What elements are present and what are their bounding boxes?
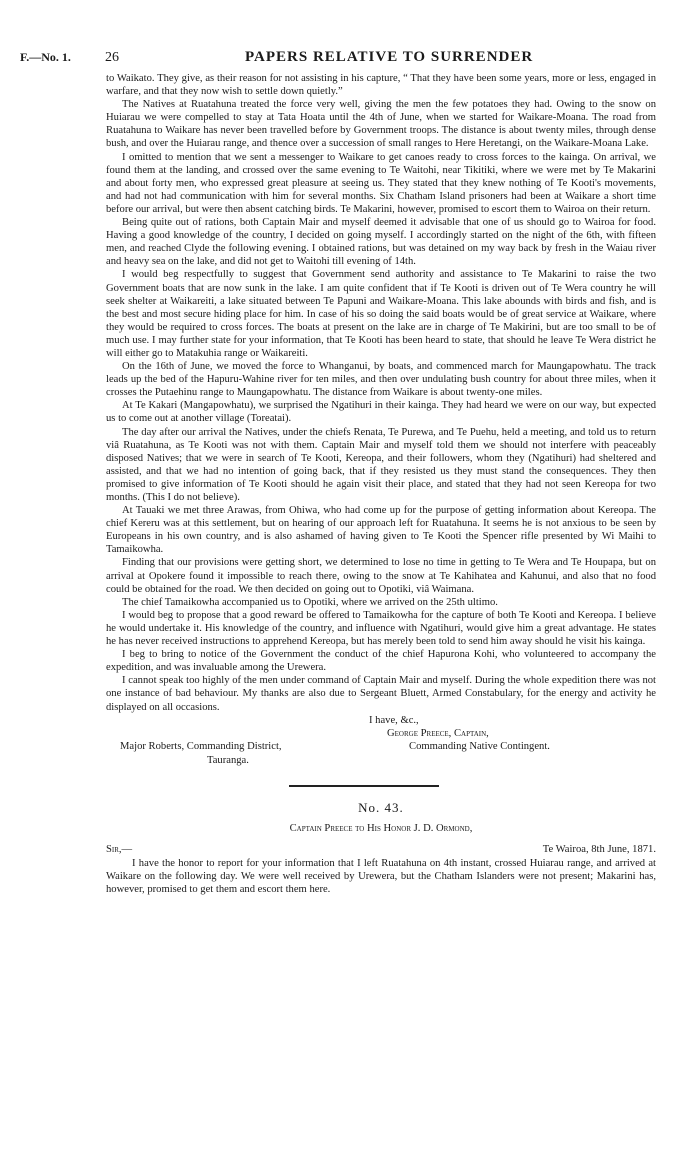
paragraph: I beg to bring to notice of the Government the conduct of the chief Hapurona Kohi, who volunteered to accompany the expedition, and was invaluable among the Urewera. bbox=[106, 649, 656, 674]
paragraph: I would beg to propose that a good reward be offered to Tamaikowha for the capture of both Te Kooti and Kereopa. I believe he would undertake it. His knowledge of the country, and influence with Ngatihuri, would give him a great advantage. He states he has never received instructions to apprehend Kereopa, but has merely been told to send him away should he visit his kainga. bbox=[106, 609, 656, 648]
addressee: Major Roberts, Commanding District, bbox=[120, 740, 282, 752]
closing: I have, &c., bbox=[369, 714, 419, 726]
salutation-line bbox=[106, 843, 656, 857]
signatory-name: George Preece, Captain, bbox=[387, 727, 489, 739]
salutation: Sir,— bbox=[106, 843, 133, 855]
paragraph: The day after our arrival the Natives, under the chiefs Renata, Te Purewa, and Te Puehu, held a meeting, and told us to return viâ Ruatahuna, as Te Kooti was not with them. Captain Mair and myself told them we should not interfere with peaceably disposed Natives; that we were in search of Te Kooti, Kereopa, and their followers, whom they (Ngatihuri) had sheltered and assisted, and that we had no intention of going back, that if they resisted us they must stand the consequences. They then promised to give information of Te Kooti should he again visit their place, and stated that they had not seen Kereopa for two months. (This I do not believe). bbox=[106, 426, 656, 503]
paragraph: Finding that our provisions were getting short, we determined to lose no time in getting to Te Wera and Te Houpapa, but on arrival at Opokere found it impossible to reach there, owing to the snow at Te Kahihatea and Kahunui, and also that no food could be obtained for the road. We then decided on going out to Opotiki, viâ Waimana. bbox=[106, 557, 656, 595]
page-number: 26 bbox=[105, 50, 119, 65]
page-header bbox=[20, 51, 680, 69]
running-title: PAPERS RELATIVE TO SURRENDER bbox=[245, 49, 534, 65]
paragraph: At Tauaki we met three Arawas, from Ohiwa, who had come up for the purpose of getting information about Kereopa. The chief Kereru was at this settlement, but on hearing of our approach left for Ruatahuna. It seems he is not anxious to be seen by Europeans in his own country, and is also ashamed of having given to Te Kooti the Spencer rifle presented by Wi Maihi to Tamaikowha. bbox=[106, 505, 656, 556]
letter-date: Te Wairoa, 8th June, 1871. bbox=[542, 843, 656, 855]
paragraph: to Waikato. They give, as their reason for not assisting in his capture, “ That they have been some years, more or less, engaged in warfare, and that they now wish to settle down quietly.” bbox=[106, 73, 656, 98]
paragraph: On the 16th of June, we moved the force to Whanganui, by boats, and commenced march for Maungapowhatu. The track leads up the bed of the Hapuru-Wahine river for ten miles, and then over undulating bush country for about three miles, when it crosses the Putaehinu range to Maungapowhatu. The distance from Waikare is about twenty-one miles. bbox=[106, 361, 656, 399]
paragraph: At Te Kakari (Mangapowhatu), we surprised the Ngatihuri in their kainga. They had heard we were on our way, but expected us to come out at another village (Toreatai). bbox=[106, 400, 656, 425]
section-number: No. 43. bbox=[358, 799, 404, 815]
paragraph: I cannot speak too highly of the men under command of Captain Mair and myself. During the whole expedition there was not one instance of bad behaviour. My thanks are also due to Sergeant Bluett, Armed Constabulary, for the energy and activity he displayed on all occasions. bbox=[106, 675, 656, 713]
paragraph: Being quite out of rations, both Captain Mair and myself deemed it advisable that one of us should go to Wairoa for food. Having a good knowledge of the country, I decided on going myself. I accordingly started on the night of the 6th, with fifteen men, and reached Clyde the following evening. I obtained rations, but was detained on my way back by fresh in the Waiau river and heavy sea on the lake, and did not get to Waitohi till evening of 14th. bbox=[106, 217, 656, 268]
document-reference: F.—No. 1. bbox=[20, 50, 71, 64]
document-body bbox=[106, 72, 656, 896]
letter-heading: Captain Preece to His Honor J. D. Ormond, bbox=[289, 822, 473, 834]
paragraph: The chief Tamaikowha accompanied us to Opotiki, where we arrived on the 25th ultimo. bbox=[122, 596, 498, 608]
signatory-title: Commanding Native Contingent. bbox=[409, 740, 550, 752]
letter-paragraph: I have the honor to report for your information that I left Ruatahuna on 4th instant, crossed Huiarau range, and arrived at Waikare on the following day. We were well received by Urewera, but the Chatham Islanders were not present; Makarini has, however, promised to get them and escort them here. bbox=[106, 857, 656, 895]
paragraph: I would beg respectfully to suggest that Government send authority and assistance to Te Makarini to raise the two Government boats that are now sunk in the lake. I am quite confident that if Te Kooti is driven out of Te Wera country he will seek shelter at Waikareiti, a lake situated between Te Papuni and Waikare-Moana. This lake abounds with birds and fish, and is the best and most secure hiding place for him. In case of his so doing the said boats would be of great service at Waikare, where they would be required to cross forces. The boats at present on the lake are in charge of Te Makirini, but are too small to be of much use. I may further state for your information, that Te Kooti has been heard to state, that should he leave Te Wera district he will either go to Matakuhia range or Waikareiti. bbox=[106, 269, 656, 359]
paragraph: The Natives at Ruatahuna treated the force very well, giving the men the few potatoes they had. Owing to the snow on Huiarau we were compelled to stay at Tata Hoata until the 4th of June, when we started for Waikare-Moana. The road from Ruatahuna to Waikare has never been travelled before by Government troops. The distance is about twenty miles, through dense bush, and over the Huiarau range, and thence over a succession of small ranges to Here Heretangi, on the Waikare-Moana Lake. bbox=[106, 99, 656, 150]
section-divider bbox=[289, 785, 439, 787]
signature-block bbox=[106, 714, 656, 774]
paragraph: I omitted to mention that we sent a messenger to Waikare to get canoes ready to cross forces to the kainga. On arrival, we found them at the landing, and crossed over the same evening to Te Waitohi, near Tikitiki, where we were met by Te Makarini and about forty men, who expressed great pleasure at seeing us. They stated that they knew nothing of Te Kooti's movements, and had not had communication with him for several months. Six Chatham Island prisoners had been at Waikare a short time before our arrival, but were then absent catching birds. Te Makarini, however, promised to escort them to Wairoa on their return. bbox=[106, 151, 656, 215]
addressee-place: Tauranga. bbox=[207, 754, 249, 766]
